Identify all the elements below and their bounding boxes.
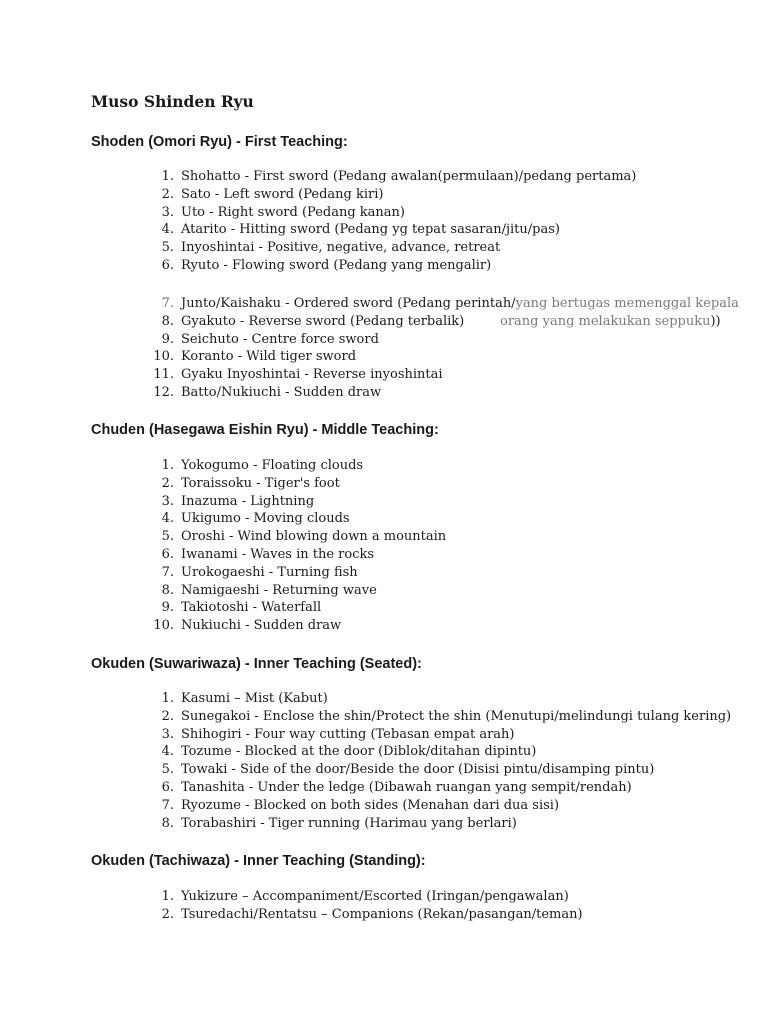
- section-heading-chuden: Chuden (Hasegawa Eishin Ryu) - Middle Teaching:: [91, 422, 439, 438]
- item-text: Uto - Right sword (Pedang kanan): [181, 204, 405, 220]
- item-trail: )): [710, 313, 721, 329]
- item-number: 12.: [153, 384, 174, 400]
- item-number: 1.: [161, 458, 174, 473]
- item-number: 5.: [161, 529, 174, 545]
- item-number: 5.: [161, 762, 174, 778]
- item-number: 4.: [161, 222, 174, 238]
- item-number: 7.: [161, 296, 174, 311]
- item-text: Tsuredachi/Rentatsu – Companions (Rekan/pasangan/teman): [181, 906, 583, 922]
- item-number: 1.: [161, 889, 174, 904]
- item-number: 6.: [161, 546, 174, 562]
- item-text: Shohatto - First sword (Pedang awalan(permulaan)/pedang pertama): [181, 169, 637, 184]
- item-text: Yukizure – Accompaniment/Escorted (Iringan/pengawalan): [181, 889, 569, 904]
- item-note: orang yang melakukan seppuku: [500, 313, 711, 329]
- item-number: 6.: [161, 257, 174, 273]
- item-text: Towaki - Side of the door/Beside the door (Disisi pintu/disamping pintu): [181, 762, 655, 778]
- item-number: 4.: [161, 511, 174, 527]
- item-text: Tanashita - Under the ledge (Dibawah ruangan yang sempit/rendah): [181, 779, 632, 795]
- item-number: 3.: [161, 493, 174, 509]
- item-text: Junto/Kaishaku - Ordered sword (Pedang perintah/: [181, 296, 516, 311]
- item-number: 10.: [153, 618, 174, 634]
- item-number: 8.: [161, 815, 174, 831]
- item-text: Kasumi – Mist (Kabut): [181, 691, 328, 706]
- item-text-wrap: [181, 295, 739, 313]
- item-number: 10.: [153, 349, 174, 365]
- item-number: 4.: [161, 744, 174, 760]
- section-heading-okuden-tachiwaza: Okuden (Tachiwaza) - Inner Teaching (Standing):: [91, 853, 426, 869]
- item-text: Urokogaeshi - Turning fish: [181, 564, 358, 580]
- item-number: 9.: [161, 600, 174, 616]
- item-text: Sato - Left sword (Pedang kiri): [181, 186, 384, 202]
- item-text: Toraissoku - Tiger's foot: [181, 475, 340, 491]
- item-number: 8.: [161, 582, 174, 598]
- item-number: 5.: [161, 240, 174, 256]
- item-text: Takiotoshi - Waterfall: [181, 600, 322, 616]
- item-note-wrap: [500, 313, 721, 331]
- item-text: Shihogiri - Four way cutting (Tebasan empat arah): [181, 726, 515, 742]
- item-number: 2.: [161, 906, 174, 922]
- item-text: Nukiuchi - Sudden draw: [181, 618, 342, 634]
- item-number: 1.: [161, 691, 174, 706]
- item-number: 7.: [161, 797, 174, 813]
- item-number: 7.: [161, 564, 174, 580]
- item-text: Ryuto - Flowing sword (Pedang yang mengalir): [181, 257, 492, 273]
- item-text: Inyoshintai - Positive, negative, advance, retreat: [181, 240, 501, 256]
- item-text: Sunegakoi - Enclose the shin/Protect the shin (Menutupi/melindungi tulang kering): [181, 708, 732, 724]
- item-note: yang bertugas memenggal kepala: [515, 296, 739, 311]
- item-text: Ryozume - Blocked on both sides (Menahan dari dua sisi): [181, 797, 560, 813]
- item-text: Gyakuto - Reverse sword (Pedang terbalik): [181, 313, 465, 329]
- item-text: Seichuto - Centre force sword: [181, 331, 379, 347]
- item-number: 6.: [161, 779, 174, 795]
- item-text: Inazuma - Lightning: [181, 493, 315, 509]
- item-number: 2.: [161, 708, 174, 724]
- item-text: Iwanami - Waves in the rocks: [181, 546, 375, 562]
- item-text: Gyaku Inyoshintai - Reverse inyoshintai: [181, 367, 443, 383]
- item-text: Namigaeshi - Returning wave: [181, 582, 377, 598]
- section-heading-okuden-suwariwaza: Okuden (Suwariwaza) - Inner Teaching (Seated):: [91, 656, 422, 672]
- item-number: 3.: [161, 726, 174, 742]
- item-number: 2.: [161, 186, 174, 202]
- item-text: Tozume - Blocked at the door (Diblok/ditahan dipintu): [181, 744, 537, 760]
- item-number: 8.: [161, 313, 174, 329]
- item-text: Batto/Nukiuchi - Sudden draw: [181, 384, 382, 400]
- item-number: 11.: [153, 367, 174, 383]
- item-number: 9.: [161, 331, 174, 347]
- item-number: 1.: [161, 169, 174, 184]
- document-title: Muso Shinden Ryu: [91, 92, 254, 111]
- item-text: Torabashiri - Tiger running (Harimau yang berlari): [181, 815, 517, 831]
- item-text: Yokogumo - Floating clouds: [181, 458, 364, 473]
- item-text: Atarito - Hitting sword (Pedang yg tepat sasaran/jitu/pas): [181, 222, 560, 238]
- item-number: 3.: [161, 204, 174, 220]
- item-text: Ukigumo - Moving clouds: [181, 511, 350, 527]
- section-heading-shoden: Shoden (Omori Ryu) - First Teaching:: [91, 134, 348, 150]
- item-text: Koranto - Wild tiger sword: [181, 349, 357, 365]
- item-number: 2.: [161, 475, 174, 491]
- item-text: Oroshi - Wind blowing down a mountain: [181, 529, 447, 545]
